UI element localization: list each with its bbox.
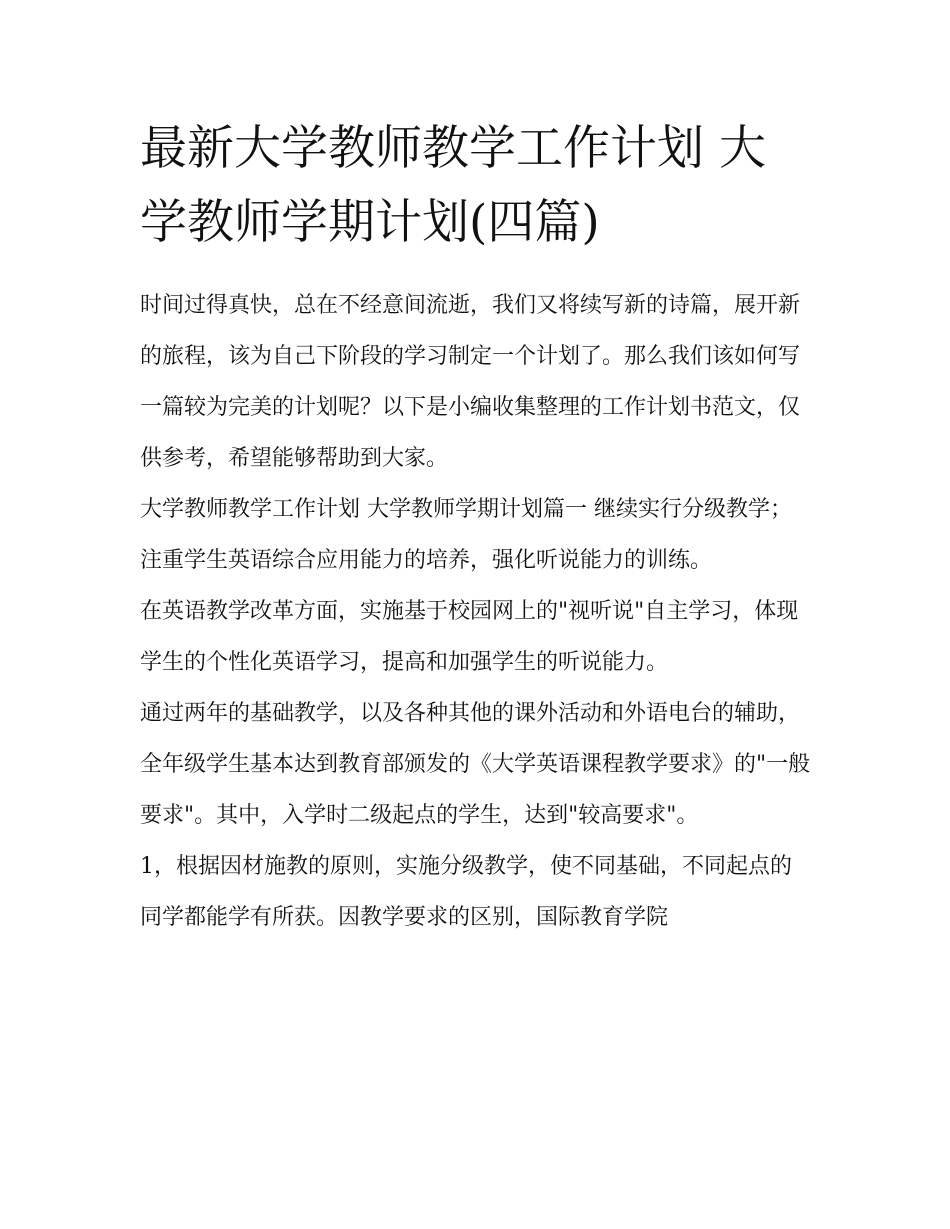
paragraph-requirements: 通过两年的基础教学，以及各种其他的课外活动和外语电台的辅助，全年级学生基本达到教育部颁发的《大学英语课程教学要求》的"一般要求"。其中，入学时二级起点的学生，达到"较高要求"。 xyxy=(140,701,811,828)
paragraph-item-1: 1，根据因材施教的原则，实施分级教学，使不同基础，不同起点的同学都能学有所获。因教学要求的区别，国际教育学院 xyxy=(140,854,792,930)
paragraph-intro: 时间过得真快，总在不经意间流逝，我们又将续写新的诗篇，展开新的旅程，该为自己下阶段的学习制定一个计划了。那么我们该如何写一篇较为完美的计划呢？以下是小编收集整理的工作计划书范文，仅供参考，希望能够帮助到大家。 xyxy=(140,293,801,471)
paragraph-reform: 在英语教学改革方面，实施基于校园网上的"视听说"自主学习，体现学生的个性化英语学习，提高和加强学生的听说能力。 xyxy=(140,599,799,675)
paragraph-plan-one: 大学教师教学工作计划 大学教师学期计划篇一 继续实行分级教学；注重学生英语综合应用能力的培养，强化听说能力的训练。 xyxy=(140,497,792,573)
document-title: 最新大学教师教学工作计划 大学教师学期计划(四篇) xyxy=(140,121,766,250)
document-page xyxy=(140,112,812,943)
